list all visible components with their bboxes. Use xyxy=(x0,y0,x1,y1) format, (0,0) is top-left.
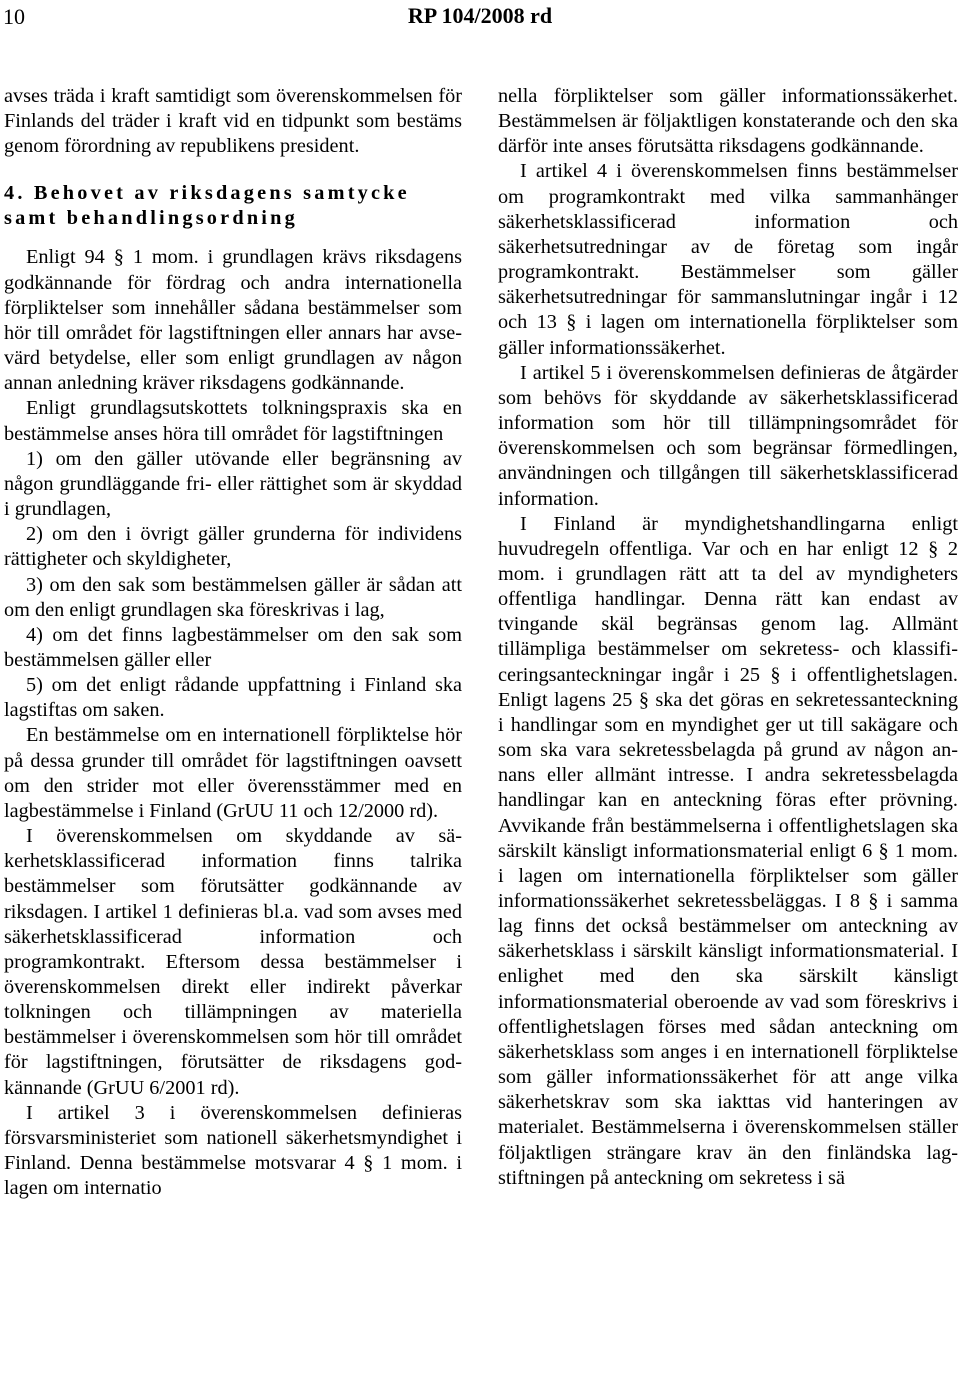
paragraph: I artikel 4 i överenskommelsen finns bestämmelser om programkontrakt med vilka sammanhänger säkerhetsklassificerad information och säkerhetsutredningar av de företag som ingår programkontrakt. Bestämmelser som gäller säkerhetsutredningar för sammanslutningar ingår i 12 och 13 § i lagen om internationella förpliktelser som gäller informationssäkerhet. xyxy=(498,160,958,359)
page-number: 10 xyxy=(3,4,25,29)
section-heading xyxy=(4,181,462,231)
left-column xyxy=(4,84,462,1201)
paragraph: I Finland är myndighetshandlingarna enligt huvudregeln offentliga. Var och en har enligt 12 § 2 mom. i grundlagen rätt att ta del av myndigheters offentliga handlingar. Denna rätt kan endast av tvingande skäl begränsas genom lag. Allmänt tillämpliga bestämmelser om sekretess- och klassificeringsanteckningar ingår i 25 § i offentlighetslagen. Enligt lagens 25 § ska det göras en sekretessanteckning i handlingar som en myndighet ger ut till sakägare och som ska vara sekretessbelagda på grund av någon annans eller allmänt intresse. I andra sekretessbelagda handlingar kan en anteckning föras efter prövning. Avvikande från bestämmelserna i offentlighetslagen ska särskilt känsligt informationsmaterial enligt 6 § 1 mom. i lagen om internationella förpliktelser som gäller informationssäkerhet sekretessbeläggas. I 8 § i samma lag finns det också bestämmelser om anteckning av säkerhetsklass i särskilt känsligt informationsmaterial. I enlighet med den ska särskilt känsligt informationsmaterial oberoende av vad som föreskrivs i offentlighetslagen förses med sådan anteckning om säkerhetsklass som anges i en internationell förpliktelse som gäller informationssäkerhet för att ange vilka säkerhetskrav som ska iakttas vid hanteringen av materialet. Bestämmelserna i överenskommelsen ställer följaktligen strängare krav än den finländska lagstiftningen på anteckning om sekretess i sä xyxy=(498,512,958,1189)
list-item: 4) om det finns lagbestämmelser om den sak som bestämmelsen gäller eller xyxy=(4,623,462,671)
right-column xyxy=(498,84,958,1191)
paragraph: I överenskommelsen om skyddande av säkerhetsklassificerad information finns talrika bestämmelser som förutsätter godkännande av riksdagen. I artikel 1 definieras bl.a. vad som avses med säkerhetsklassificerad information och programkontrakt. Eftersom dessa bestämmelser i överenskommelsen direkt eller indirekt påverkar tolkningen och tillämpningen av materiella bestämmelser i överenskommelsen som hör till området för lagstiftningen, förutsätter de riksdagens godkännande (GrUU 6/2001 rd). xyxy=(4,825,462,1099)
paragraph: En bestämmelse om en internationell förpliktelse hör på dessa grunder till området för lagstiftningen oavsett om den strider mot eller överensstämmer med en lagbestämmelse i Finland (GrUU 11 och 12/2000 rd). xyxy=(4,724,462,822)
paragraph: nella förpliktelser som gäller informationssäkerhet. Bestämmelsen är följaktligen konstaterande och den ska därför inte anses förutsätta riksdagens godkännande. xyxy=(498,85,958,158)
paragraph: I artikel 3 i överenskommelsen definieras försvarsministeriet som nationell säkerhetsmyndighet i Finland. Denna bestämmelse motsvarar 4 § 1 mom. i lagen om internatio xyxy=(4,1101,462,1200)
list-item: 3) om den sak som bestämmelsen gäller är sådan att om den enligt grundlagen ska föreskrivas i lag, xyxy=(4,573,462,621)
list-item: 5) om det enligt rådande uppfattning i Finland ska lagstiftas om saken. xyxy=(4,674,462,722)
page-header xyxy=(0,0,960,40)
intro-paragraph: avses träda i kraft samtidigt som överenskommelsen för Finlands del träder i kraft vid en tidpunkt som bestäms genom förordning av republikens president. xyxy=(4,85,462,158)
document-id: RP 104/2008 rd xyxy=(407,3,553,28)
paragraph: Enligt 94 § 1 mom. i grundlagen krävs riksdagens godkännande för fördrag och andra internationella förpliktelser som innehåller sådana bestämmelser som hör till området för lagstiftningen eller annars har avsevärd betydelse, eller som enligt grundlagen av någon annan anledning kräver riksdagens godkännande. xyxy=(4,246,462,395)
paragraph: I artikel 5 i överenskommelsen definieras de åtgärder som behövs för skyddande av säkerhetsklassificerad information som hör till tillämpningsområdet för överenskommelsen och som begränsar förmedlingen, användningen och tillgången till säkerhetsklassificerad information. xyxy=(498,361,958,510)
paragraph: Enligt grundlagsutskottets tolkningspraxis ska en bestämmelse anses höra till området för lagstiftningen xyxy=(4,397,462,445)
section-heading-line-1: 4. Behovet av riksdagens samtycke xyxy=(4,182,410,205)
list-item: 1) om den gäller utövande eller begränsning av någon grundläggande fri- eller rättighet som är skyddad i grundlagen, xyxy=(4,447,462,521)
list-item: 2) om den i övrigt gäller grunderna för individens rättigheter och skyldigheter, xyxy=(4,523,462,571)
section-heading-line-2: samt behandlingsordning xyxy=(4,207,298,230)
